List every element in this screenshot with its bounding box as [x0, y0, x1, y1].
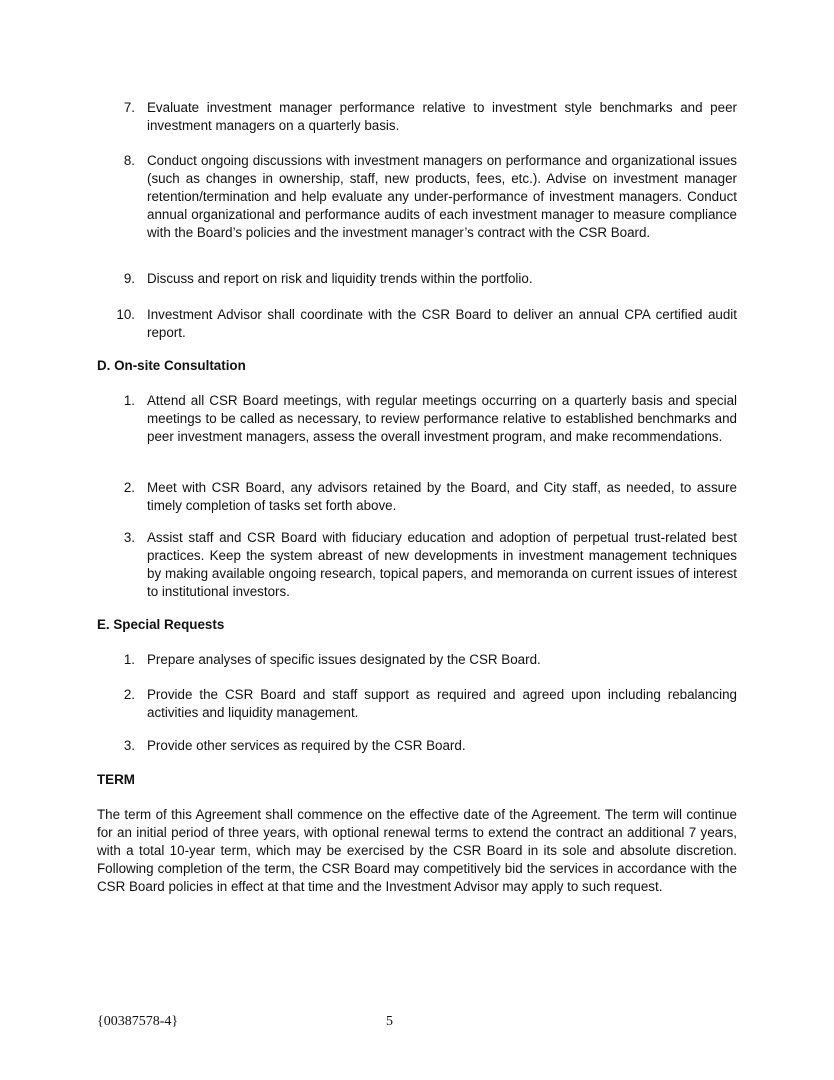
- list-item: Discuss and report on risk and liquidity trends within the portfolio.: [147, 271, 533, 286]
- list-item-number: 10.: [116, 307, 135, 322]
- document-id: {00387578-4}: [97, 1014, 179, 1029]
- list-item-number: 8.: [123, 153, 135, 168]
- section-heading: TERM: [97, 772, 135, 787]
- list-item: Investment Advisor shall coordinate with the CSR Board to deliver an annual CPA certified audit report.: [147, 307, 737, 340]
- list-item-number: 2.: [123, 687, 135, 702]
- list-item-number: 3.: [123, 738, 135, 753]
- list-item-number: 3.: [123, 530, 135, 545]
- term-paragraph: The term of this Agreement shall commence on the effective date of the Agreement. The term will continue for an initial period of three years, with optional renewal terms to extend the contract an additional 7 years, with a total 10-year term, which may be exercised by the CSR Board in its sole and absolute discretion. Following completion of the term, the CSR Board may competitively bid the services in accordance with the CSR Board policies in effect at that time and the Investment Advisor may apply to such request.: [97, 807, 737, 894]
- list-item: Attend all CSR Board meetings, with regular meetings occurring on a quarterly basis and special meetings to be called as necessary, to review performance relative to established benchmarks and peer investment managers, assess the overall investment program, and make recommendations.: [147, 393, 737, 444]
- section-heading: E. Special Requests: [97, 617, 225, 632]
- list-item: Evaluate investment manager performance relative to investment style benchmarks and peer investment managers on a quarterly basis.: [147, 100, 737, 133]
- list-item-number: 7.: [123, 100, 135, 115]
- list-item-number: 1.: [123, 652, 135, 667]
- section-heading: D. On-site Consultation: [97, 358, 246, 373]
- list-item: Conduct ongoing discussions with investment managers on performance and organizational issues (such as changes in ownership, staff, new products, fees, etc.). Advise on investment manager retention/termination and help evaluate any under-performance of investment managers. Conduct annual organizational and performance audits of each investment manager to measure compliance with the Board’s policies and the investment manager’s contract with the CSR Board.: [147, 153, 737, 240]
- page-number: 5: [386, 1014, 393, 1029]
- list-item: Meet with CSR Board, any advisors retained by the Board, and City staff, as needed, to assure timely completion of tasks set forth above.: [147, 480, 737, 513]
- list-item: Provide the CSR Board and staff support as required and agreed upon including rebalancing activities and liquidity management.: [147, 687, 737, 720]
- list-item: Provide other services as required by the CSR Board.: [147, 738, 466, 753]
- list-item: Assist staff and CSR Board with fiduciary education and adoption of perpetual trust-related best practices. Keep the system abreast of new developments in investment management techniques by making available ongoing research, topical papers, and memoranda on current issues of interest to institutional investors.: [147, 530, 737, 599]
- list-item-number: 2.: [123, 480, 135, 495]
- list-item-number: 1.: [123, 393, 135, 408]
- list-item: Prepare analyses of specific issues designated by the CSR Board.: [147, 652, 541, 667]
- list-item-number: 9.: [123, 271, 135, 286]
